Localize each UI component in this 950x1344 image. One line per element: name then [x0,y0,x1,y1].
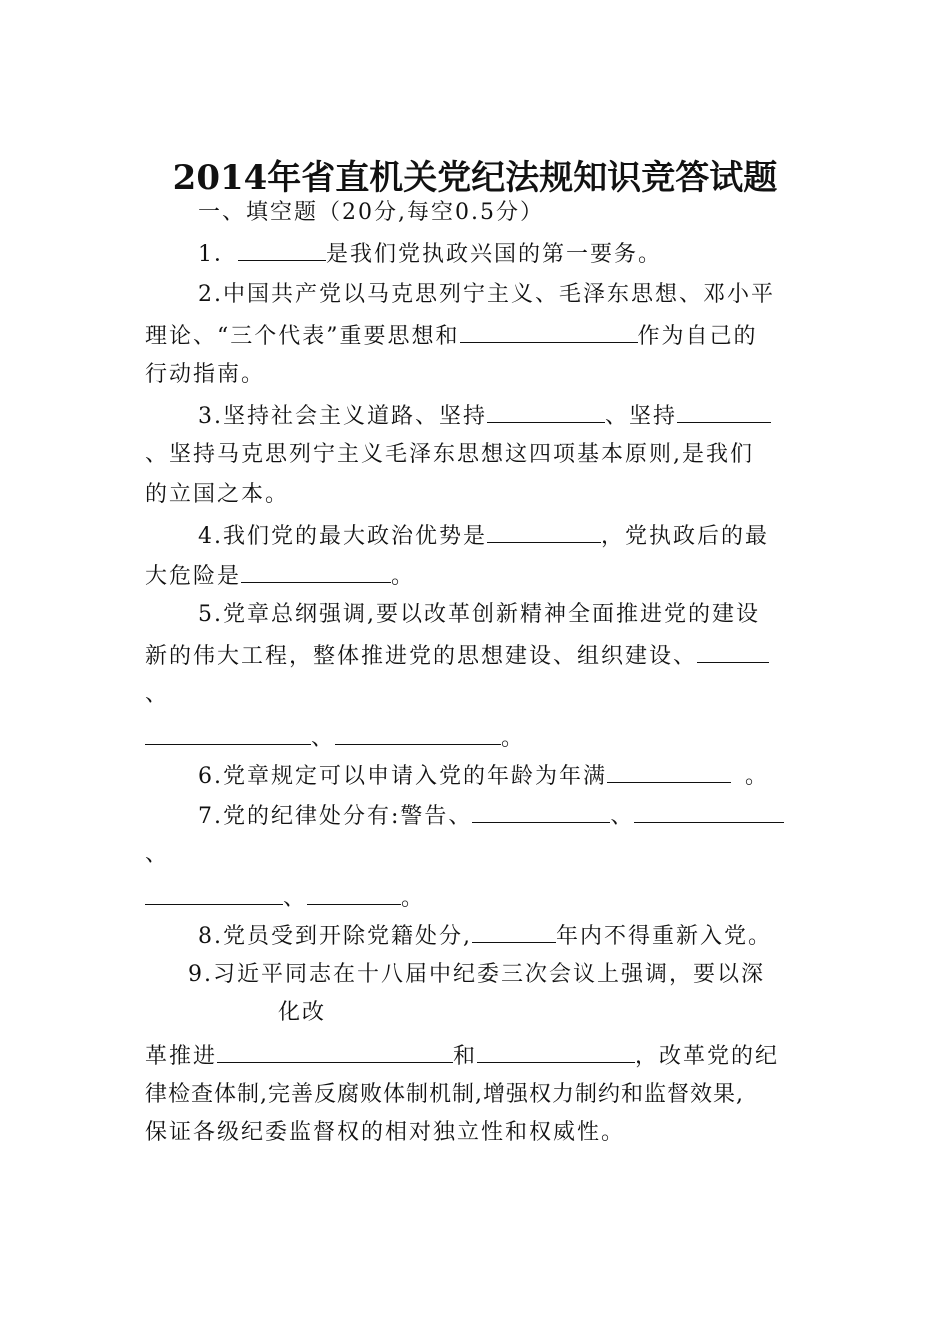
answer-blank[interactable] [477,1040,635,1063]
question-3-line-3: 的立国之本。 [145,482,290,507]
question-4-text: ，党执政后的最 [601,524,770,549]
question-4-text: 大危险是 [145,564,242,589]
question-9-text: 革推进 [145,1044,218,1069]
question-3-text: 3.坚持社会主义道路、坚持 [198,404,487,429]
question-5-line-2 [145,640,769,670]
answer-blank[interactable] [145,722,311,745]
question-4-line-1 [198,520,769,550]
question-2-line-2 [145,320,758,350]
question-5-text: 。 [501,726,526,751]
question-7-text: 7.党的纪律处分有:警告、 [198,804,473,829]
question-9-line-1: 9.习近平同志在十八届中纪委三次会议上强调，要以深 [188,962,765,987]
question-3-text: 、坚持 [605,404,678,429]
question-7-text: 。 [401,886,426,911]
question-9-line-4: 保证各级纪委监督权的相对独立性和权威性。 [145,1120,626,1145]
question-7-line-1 [198,800,784,830]
question-6-text: 。 [745,764,770,789]
answer-blank[interactable] [472,920,556,943]
question-5-line-1: 5.党章总纲强调,要以改革创新精神全面推进党的建设 [198,602,760,627]
question-4-text: 。 [391,564,416,589]
question-5-line-4 [145,722,525,752]
answer-blank[interactable] [241,560,391,583]
question-5-line-3: 、 [145,682,170,707]
question-6 [198,760,769,790]
answer-blank[interactable] [634,800,784,823]
question-4-text: 4.我们党的最大政治优势是 [198,524,487,549]
question-9-text: ，改革党的纪 [635,1044,780,1069]
question-2-line-1: 2.中国共产党以马克思列宁主义、毛泽东思想、邓小平 [198,282,775,307]
section-heading: 一、填空题（20分,每空0.5分） [198,200,544,225]
page-title: 2014年省直机关党纪法规知识竞答试题 [172,158,778,198]
answer-blank[interactable] [487,400,605,423]
answer-blank[interactable] [677,400,771,423]
question-7-text: 、 [283,886,308,911]
question-8 [198,920,772,950]
answer-blank[interactable] [472,800,610,823]
question-7-text: 、 [610,804,635,829]
answer-blank[interactable] [607,760,731,783]
question-3-line-2: 、坚持马克思列宁主义毛泽东思想这四项基本原则,是我们 [145,442,754,467]
question-9-line-1b: 化改 [278,1000,327,1025]
question-8-text: 年内不得重新入党。 [555,924,772,949]
answer-blank[interactable] [460,320,638,343]
answer-blank[interactable] [487,520,601,543]
answer-blank[interactable] [307,882,401,905]
question-9-line-3: 律检查体制,完善反腐败体制机制,增强权力制约和监督效果, [145,1082,744,1107]
question-7-line-2: 、 [145,842,170,867]
question-8-text: 8.党员受到开除党籍处分, [198,924,472,949]
question-7-line-3 [145,882,425,912]
question-3-line-1 [198,400,771,430]
answer-blank[interactable] [697,640,769,663]
question-9-line-2 [145,1040,779,1070]
answer-blank[interactable] [145,882,283,905]
question-5-text: 、 [311,726,336,751]
question-2-line-3: 行动指南。 [145,362,266,387]
answer-blank[interactable] [238,238,326,261]
answer-blank[interactable] [217,1040,453,1063]
question-9-text: 和 [453,1044,478,1069]
question-2-text: 理论、“三个代表”重要思想和 [145,324,460,349]
question-6-text: 6.党章规定可以申请入党的年龄为年满 [198,764,607,789]
question-2-text: 作为自己的 [637,324,758,349]
question-1 [198,238,662,268]
answer-blank[interactable] [335,722,501,745]
question-1-number: 1． [198,242,238,267]
question-4-line-2 [145,560,415,590]
question-5-text: 新的伟大工程，整体推进党的思想建设、组织建设、 [145,644,698,669]
question-1-text: 是我们党执政兴国的第一要务。 [326,242,663,267]
